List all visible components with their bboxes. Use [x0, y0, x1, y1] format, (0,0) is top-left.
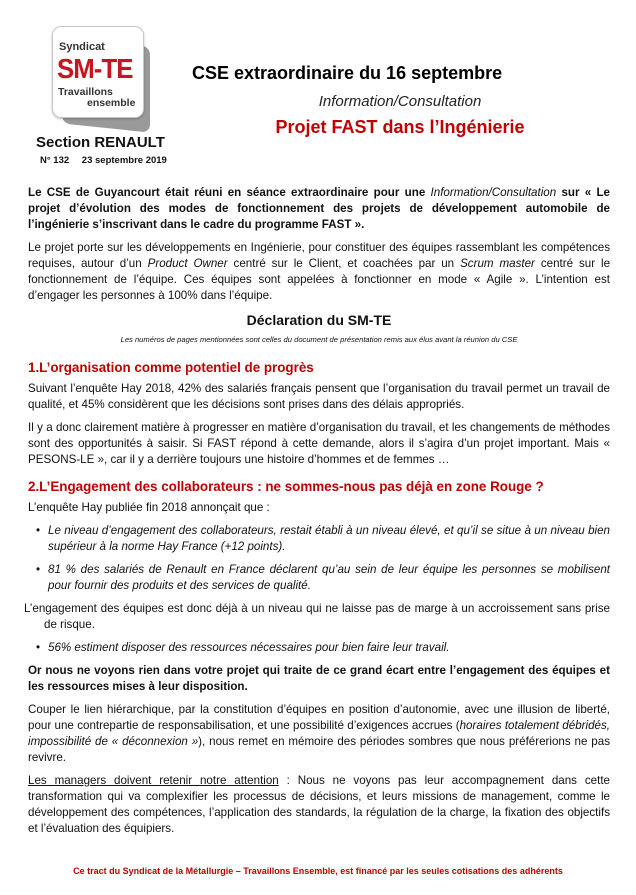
intro-italic: Information/Consultation: [430, 186, 557, 199]
issue-date: 23 septembre 2019: [81, 155, 167, 166]
intro-text-2: sur « Le projet d’évolution des modes de fonctionnement des projets de développement automobile de l’ingénierie s’inscrivant dans le cadre du programme FAST ».: [28, 186, 610, 231]
issue-number: N° 132: [40, 155, 70, 166]
bullet-item: [28, 562, 610, 594]
footer-funding-note: Ce tract du Syndicat de la Métallurgie – Travaillons Ensemble, est financé par les seules cotisations des adhérents: [73, 866, 563, 876]
hierarchy-italic: horaires totalement débridés, impossibilité de « déconnexion »: [28, 719, 610, 748]
document-subtitle: Information/Consultation: [318, 93, 482, 110]
logo-tagline-1: Travaillons: [58, 86, 113, 98]
section-name: Section RENAULT: [36, 134, 165, 151]
hierarchy-paragraph: [28, 702, 610, 766]
section-1-paragraph-1: Suivant l’enquête Hay 2018, 42% des salariés français pensent que l’organisation du travail permet un travail de qualité, et 45% considèrent que les décisions sont prises dans des délais appropriés.: [28, 382, 610, 411]
bullet-item: [28, 523, 610, 555]
project-title: Projet FAST dans l’Ingénierie: [275, 117, 525, 137]
key-statement: Or nous ne voyons rien dans votre projet qui traite de ce grand écart entre l’engagement des équipes et les ressources mises à leur disposition.: [28, 664, 610, 693]
bullet-icon: •: [36, 524, 41, 537]
logo-brand-text: SM-TE: [57, 53, 133, 84]
logo-tagline-2: ensemble: [87, 97, 136, 109]
logo-box: [52, 26, 144, 118]
section-2-lead: L’enquête Hay publiée fin 2018 annonçait que :: [28, 501, 270, 514]
desc-text-3: centré sur le fonctionnement de l’équipe. Ces équipes sont appelées à fonctionner en mode « Agile ». L’intention est d’engager les personnes à 100% dans l’équipe.: [28, 257, 611, 302]
engagement-paragraph: L’engagement des équipes est donc déjà à un niveau qui ne laisse pas de marge à un accroissement sans prise de risque.: [24, 602, 610, 631]
section-2-heading: 2.L’Engagement des collaborateurs : ne sommes-nous pas déjà en zone Rouge ?: [28, 479, 544, 494]
bullet-item: [28, 640, 610, 656]
managers-paragraph: [28, 773, 610, 837]
document-body: [24, 185, 611, 844]
hierarchy-text-1: Couper le lien hiérarchique, par la constitution d’équipes en position d’autonomie, avec une illusion de liberté, pour une contrepartie de responsabilisation, et une possibilité d’exigences accrues (: [28, 703, 610, 732]
managers-text: : Nous ne voyons pas leur accompagnement dans cette transformation qui va complexifier les processus de décisions, et leurs missions de management, comme le développement des compétences, l’application des standards, la régulation de la charge, la fixation des objectifs et l’évaluation des équipiers.: [28, 774, 610, 835]
logo-syndicat-text: Syndicat: [59, 41, 105, 53]
document-title: CSE extraordinaire du 16 septembre: [192, 63, 503, 83]
section-1-paragraph-2: Il y a donc clairement matière à progresser en matière d’organisation du travail, et les changements de méthodes sont des opportunités à saisir. Si FAST répond à cette demande, alors il s’agira d’un projet important. Mais « PESONS-LE », car il y a derrière toujours une histoire d’hommes et de femmes …: [28, 421, 610, 466]
union-logo: [52, 26, 152, 126]
bullet-icon: •: [36, 641, 41, 654]
bullet-text: 81 % des salariés de Renault en France déclarent qu’au sein de leur équipe les personnes se mobilisent pour fournir des produits et des services de qualité.: [48, 563, 610, 592]
managers-underlined: Les managers doivent retenir notre attention: [28, 774, 279, 787]
desc-text-2: centré sur le Client, et coachées par un: [227, 257, 461, 270]
hierarchy-text-2: ), nous remet en mémoire des périodes sombres que nous préférerions ne pas revivre.: [28, 735, 611, 764]
declaration-title: Déclaration du SM-TE: [246, 312, 392, 328]
declaration-note: Les numéros de pages mentionnées sont celles du document de présentation remis aux élus avant la réunion du CSE: [120, 335, 518, 344]
bullet-icon: •: [36, 563, 41, 576]
intro-text-1: Le CSE de Guyancourt était réuni en séance extraordinaire pour une: [28, 186, 431, 199]
bullet-text: 56% estiment disposer des ressources nécessaires pour bien faire leur travail.: [48, 641, 450, 654]
intro-paragraph: [28, 185, 610, 233]
desc-italic-1: Product Owner: [147, 257, 228, 270]
section-1-heading: 1.L’organisation comme potentiel de progrès: [28, 360, 314, 375]
desc-italic-2: Scrum master: [460, 257, 535, 270]
issue-line: [40, 155, 177, 166]
desc-text-1: Le projet porte sur les développements en Ingénierie, pour constituer des équipes rassemblant les compétences requises, autour d’un: [28, 241, 610, 270]
project-description: [28, 240, 610, 304]
bullet-text: Le niveau d’engagement des collaborateurs, restait établi à un niveau élevé, et qu’il se situe à un niveau bien supérieur à la norme Hay France (+12 points).: [48, 524, 610, 553]
